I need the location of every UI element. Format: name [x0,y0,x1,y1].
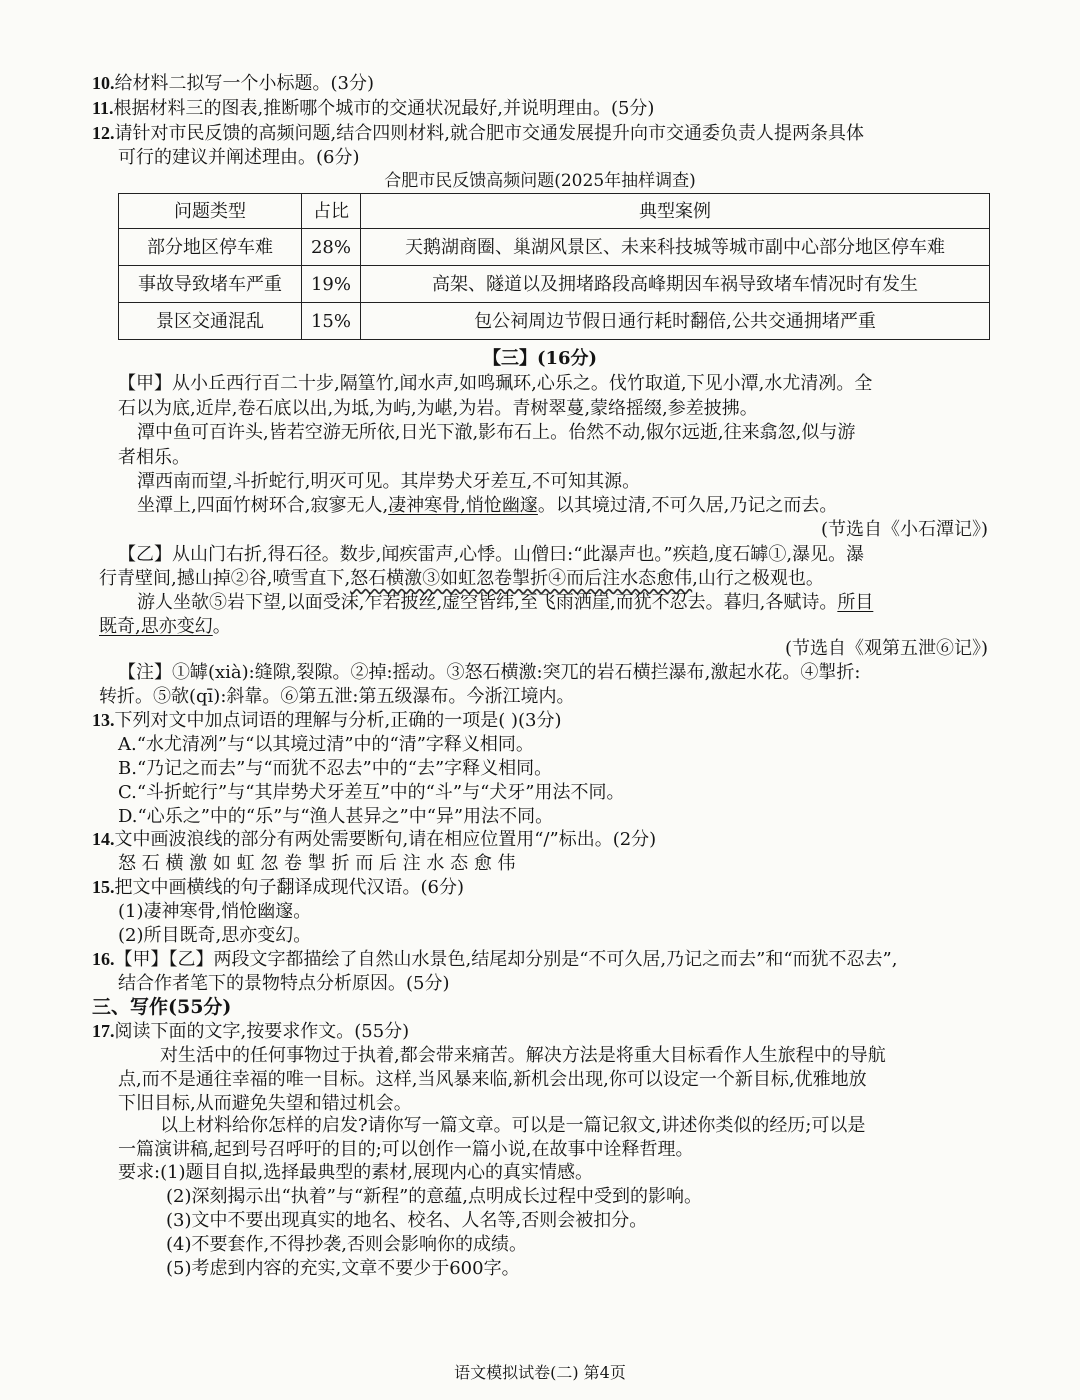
passage-yi-line: 游人坐欹⑤岩下望,以面受沫,乍若披丝,虚空皆纬,至飞雨洒崖,而犹不忍去。暮归,各赋诗。所目 [137,592,874,613]
table-row [119,266,990,303]
question-12-cont: 可行的建议并阐述理由。(6分) [118,147,360,168]
question-15-item: (2)所目既奇,思亦变幻。 [118,925,312,946]
question-16-cont: 结合作者笔下的景物特点分析原因。(5分) [118,973,450,994]
underlined-sentence: 凄神寒骨,悄怆幽邃 [388,495,538,516]
writing-heading: 三、写作(55分) [92,996,232,1018]
table-cell: 28% [302,229,361,266]
passage-jia-line: 【甲】从小丘西行百二十步,隔篁竹,闻水声,如鸣珮环,心乐之。伐竹取道,下见小潭,水尤清冽。全 [118,373,873,394]
table-cell: 部分地区停车难 [119,229,302,266]
passage-jia-line: 潭西南而望,斗折蛇行,明灭可见。其岸势犬牙差互,不可知其源。 [137,471,641,492]
table-cell: 天鹅湖商圈、巢湖风景区、未来科技城等城市副中心部分地区停车难 [361,229,990,266]
table-header-cell: 典型案例 [361,194,990,229]
requirement-line: (4)不要套作,不得抄袭,否则会影响你的成绩。 [166,1234,527,1255]
material-line: 下旧目标,从而避免失望和错过机会。 [118,1093,412,1114]
table-header-cell: 问题类型 [119,194,302,229]
question-14: 14.文中画波浪线的部分有两处需要断句,请在相应位置用“/”标出。(2分) [92,829,657,850]
question-16: 16.【甲】【乙】两段文字都描绘了自然山水景色,结尾却分别是“不可久居,乃记之而去”和“而犹不忍去”, [92,949,898,970]
page-footer: 语文模拟试卷(二) 第4页 [454,1363,626,1382]
material-line: 对生活中的任何事物过于执着,都会带来痛苦。解决方法是将重大目标看作人生旅程中的导航 [160,1045,886,1066]
question-10: 10.给材料二拟写一个小标题。(3分) [92,73,374,94]
requirement-line: (5)考虑到内容的充实,文章不要少于600字。 [166,1258,520,1279]
table-cell: 包公祠周边节假日通行耗时翻倍,公共交通拥堵严重 [361,303,990,340]
question-17: 17.阅读下面的文字,按要求作文。(55分) [92,1021,410,1042]
instruction-line: 以上材料给你怎样的启发?请你写一篇文章。可以是一篇记叙文,讲述你类似的经历;可以是 [160,1115,866,1136]
question-12: 12.请针对市民反馈的高频问题,结合四则材料,就合肥市交通发展提升向市交通委负责人提两条具体 [92,123,864,144]
option-a: A.“水尤清冽”与“以其境过清”中的“清”字释义相同。 [118,734,534,755]
passage-jia-line: 石以为底,近岸,卷石底以出,为坻,为屿,为嵁,为岩。青树翠蔓,蒙络摇缀,参差披拂。 [118,398,758,419]
table-cell: 15% [302,303,361,340]
passage-yi-line: 行青壁间,撼山掉②谷,喷雪直下,怒石横激③如虹忽卷掣折④而后注水态愈伟,山行之极观也。 [99,568,824,589]
option-c: C.“斗折蛇行”与“其岸势犬牙差互”中的“斗”与“犬牙”用法不同。 [118,782,625,803]
table-row [119,303,990,340]
option-d: D.“心乐之”中的“乐”与“渔人甚异之”中“异”用法不同。 [118,806,554,827]
table-title: 合肥市民反馈高频问题(2025年抽样调查) [384,171,696,191]
passage-jia-line: 者相乐。 [118,447,190,468]
survey-table [118,193,990,340]
instruction-line: 一篇演讲稿,起到号召呼吁的目的;可以创作一篇小说,在故事中诠释哲理。 [118,1139,694,1160]
option-b: B.“乃记之而去”与“而犹不忍去”中的“去”字释义相同。 [118,758,553,779]
table-cell: 高架、隧道以及拥堵路段高峰期因车祸导致堵车情况时有发生 [361,266,990,303]
requirement-line: 要求:(1)题目自拟,选择最典型的素材,展现内心的真实情感。 [118,1162,594,1183]
question-14-text: 怒 石 横 激 如 虹 忽 卷 掣 折 而 后 注 水 态 愈 伟 [118,853,516,874]
table-header-cell: 占比 [302,194,361,229]
table-cell: 景区交通混乱 [119,303,302,340]
table-cell: 19% [302,266,361,303]
passage-jia-line: 坐潭上,四面竹树环合,寂寥无人,凄神寒骨,悄怆幽邃。以其境过清,不可久居,乃记之而去。 [137,495,838,516]
passage-yi-line: 既奇,思亦变幻。 [99,616,231,637]
question-15-item: (1)凄神寒骨,悄怆幽邃。 [118,901,312,922]
notes-line: 转折。⑤欹(qī):斜靠。⑥第五泄:第五级瀑布。今浙江境内。 [99,686,575,707]
notes-line: 【注】①罅(xià):缝隙,裂隙。②掉:摇动。③怒石横激:突兀的岩石横拦瀑布,激起水花。④掣折: [118,662,861,683]
table-header-row [119,194,990,229]
section-3-heading: 【三】(16分) [482,348,598,369]
underlined-sentence: 所目 [837,592,874,613]
material-line: 点,而不是通往幸福的唯一目标。这样,当风暴来临,新机会出现,你可以设定一个新目标,优雅地放 [118,1069,867,1090]
source-jia: (节选自《小石潭记》) [820,519,988,540]
requirement-line: (2)深刻揭示出“执着”与“新程”的意蕴,点明成长过程中受到的影响。 [166,1186,703,1207]
question-11: 11.根据材料三的图表,推断哪个城市的交通状况最好,并说明理由。(5分) [92,98,655,119]
question-13: 13.下列对文中加点词语的理解与分析,正确的一项是( )(3分) [92,710,562,731]
requirement-line: (3)文中不要出现真实的地名、校名、人名等,否则会被扣分。 [166,1210,648,1231]
source-yi: (节选自《观第五泄⑥记》) [784,638,988,659]
passage-jia-line: 潭中鱼可百许头,皆若空游无所依,日光下澈,影布石上。佁然不动,俶尔远逝,往来翕忽,似与游 [137,422,856,443]
question-15: 15.把文中画横线的句子翻译成现代汉语。(6分) [92,877,464,898]
table-cell: 事故导致堵车严重 [119,266,302,303]
wavy-underlined-text: 怒石横激③如虹忽卷掣折④而后注水态愈伟 [350,568,693,589]
table-row [119,229,990,266]
passage-yi-line: 【乙】从山门右折,得石径。数步,闻疾雷声,心悸。山僧曰:“此瀑声也。”疾趋,度石罅①,瀑见。瀑 [118,544,865,565]
underlined-sentence: 既奇,思亦变幻 [99,616,213,637]
